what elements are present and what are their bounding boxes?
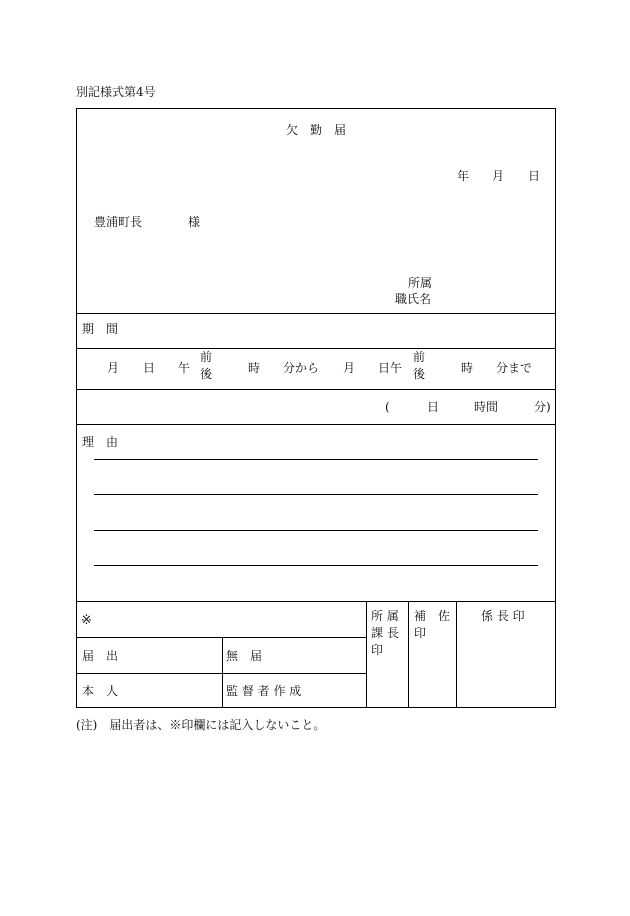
reason-line	[94, 459, 538, 460]
addressee-label: 豊浦町長	[94, 215, 143, 229]
duration-hours-label: 時間	[474, 400, 499, 414]
period-month-2: 月	[343, 361, 356, 375]
divider-seal-2	[408, 601, 409, 707]
duration-day-label: 日	[427, 400, 440, 414]
reason-label: 理 由	[82, 435, 119, 449]
divider-reason-top	[77, 424, 555, 425]
divider-period-row-top	[77, 348, 555, 349]
divider-seal-1	[366, 601, 367, 707]
period-am-pm-2	[413, 349, 425, 383]
assistant-line-2: 印	[414, 626, 427, 640]
am-label-1: 前	[200, 350, 213, 364]
self-label: 本 人	[82, 684, 119, 698]
section-chief-seal-label	[371, 608, 399, 659]
section-chief-line-2: 課 長	[371, 626, 399, 640]
form-title: 欠 勤 届	[286, 123, 347, 137]
period-day-2: 日午	[378, 361, 403, 375]
unsubmitted-label: 無 届	[226, 649, 263, 663]
section-chief-line-1: 所 属	[371, 609, 399, 623]
period-until-label: 分まで	[496, 361, 533, 375]
assistant-seal-label	[414, 608, 450, 642]
name-label: 職氏名	[395, 292, 432, 306]
form-note: (注) 届出者は、※印欄には記入しないこと。	[76, 718, 326, 732]
period-am-pm-1	[200, 349, 212, 383]
pm-label-1: 後	[200, 367, 213, 381]
subsection-chief-seal-label: 係 長 印	[481, 609, 525, 623]
period-day-1: 日	[143, 361, 156, 375]
period-hour-1: 時	[248, 361, 261, 375]
period-from-label: 分から	[283, 361, 320, 375]
divider-period-top	[77, 313, 555, 314]
honorific-label: 様	[188, 215, 201, 229]
section-chief-line-3: 印	[371, 643, 384, 657]
period-noon-1: 午	[178, 361, 191, 375]
period-label: 期 間	[82, 322, 119, 336]
reason-line	[94, 494, 538, 495]
divider-duration-top	[77, 389, 555, 390]
form-number-label: 別記様式第4号	[76, 85, 156, 99]
am-label-2: 前	[413, 350, 426, 364]
submitted-label: 届 出	[82, 649, 119, 663]
date-month-label: 月	[492, 169, 505, 183]
affiliation-label: 所属	[408, 276, 433, 290]
assistant-line-1: 補 佐	[414, 609, 451, 623]
period-hour-2: 時	[461, 361, 474, 375]
period-month-1: 月	[107, 361, 120, 375]
supervisor-label: 監 督 者 作 成	[226, 684, 302, 698]
divider-submitted-mid	[222, 637, 223, 707]
duration-open-paren: (	[385, 400, 390, 414]
office-use-mark: ※	[81, 613, 92, 628]
date-day-label: 日	[528, 169, 541, 183]
divider-office-top	[77, 601, 555, 602]
date-year-label: 年	[457, 169, 470, 183]
reason-line	[94, 530, 538, 531]
divider-seal-3	[456, 601, 457, 707]
pm-label-2: 後	[413, 367, 426, 381]
duration-minutes-label: 分)	[534, 400, 551, 414]
reason-line	[94, 565, 538, 566]
